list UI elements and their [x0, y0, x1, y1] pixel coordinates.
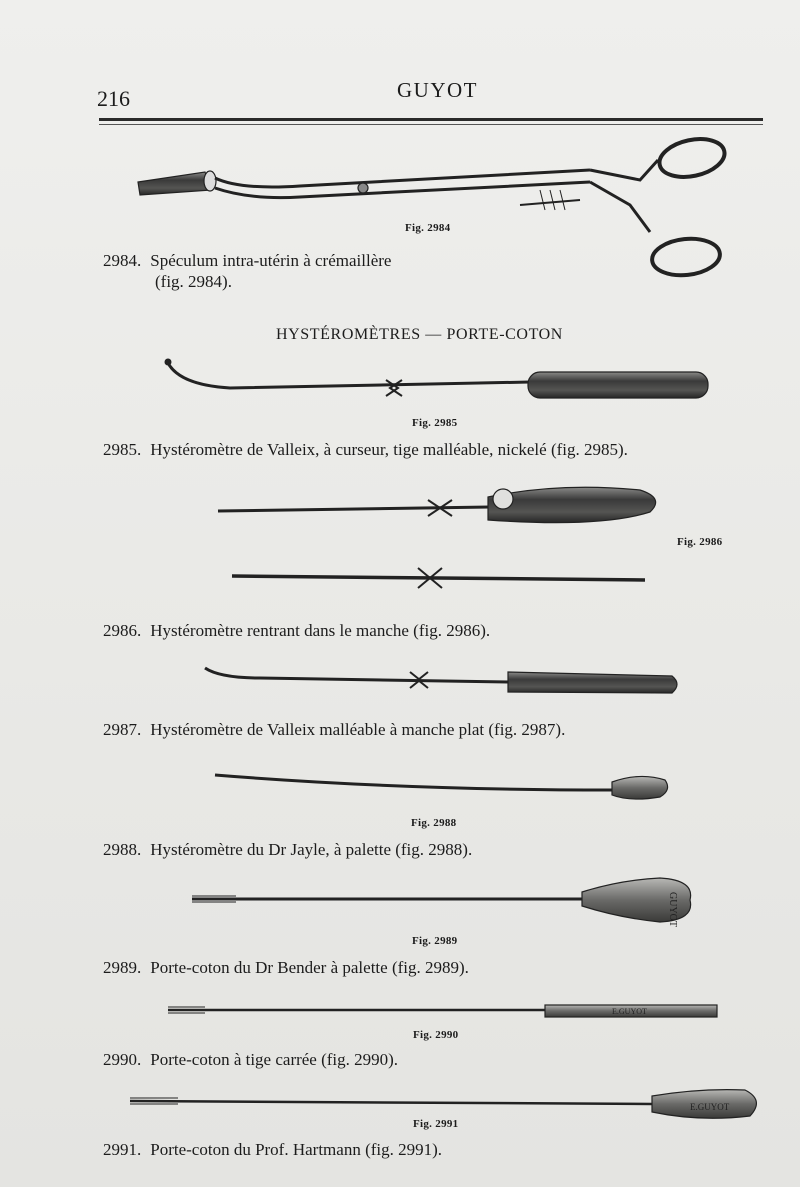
entry-text: Hystéromètre rentrant dans le manche (fig. 2986).: [150, 621, 491, 640]
entry-continuation: (fig. 2984).: [155, 272, 232, 291]
figure-caption: Fig. 2990: [413, 1029, 459, 1041]
hysterometer-valleix-illustration: [165, 359, 708, 398]
marking-eguyot-square: E.GUYOT: [612, 1007, 647, 1016]
catalog-entry: [103, 958, 469, 978]
entry-number: 2991.: [103, 1140, 142, 1159]
catalog-entry: [103, 840, 472, 860]
catalog-entry: [103, 720, 565, 740]
cotton-carrier-bender-illustration: [192, 878, 691, 922]
entry-text: Spéculum intra-utérin à crémaillère: [150, 251, 392, 270]
catalog-entry: [103, 621, 490, 641]
figure-caption: Fig. 2985: [412, 417, 458, 429]
marking-eguyot-hartmann: E.GUYOT: [690, 1102, 730, 1112]
entry-text: Hystéromètre de Valleix, à curseur, tige malléable, nickelé (fig. 2985).: [150, 440, 628, 459]
figure-caption: Fig. 2991: [413, 1118, 459, 1130]
figure-caption: Fig. 2984: [405, 222, 451, 234]
entry-number: 2985.: [103, 440, 142, 459]
figure-caption: Fig. 2986: [677, 536, 723, 548]
entry-text: Porte-coton du Dr Bender à palette (fig. 2989).: [150, 958, 469, 977]
entry-number: 2988.: [103, 840, 142, 859]
page-number: 216: [97, 86, 130, 111]
figure-caption: Fig. 2989: [412, 935, 458, 947]
section-title: HYSTÉROMÈTRES — PORTE-COTON: [276, 326, 563, 343]
entry-number: 2986.: [103, 621, 142, 640]
entry-text: Hystéromètre du Dr Jayle, à palette (fig. 2988).: [150, 840, 473, 859]
marking-guyot-palette: GUYOT: [667, 892, 678, 927]
catalog-entry: [103, 251, 391, 271]
entry-number: 2990.: [103, 1050, 142, 1069]
catalog-entry: [103, 1140, 442, 1160]
entry-text: Porte-coton du Prof. Hartmann (fig. 2991).: [150, 1140, 443, 1159]
catalog-entry: [103, 1050, 398, 1070]
entry-number: 2989.: [103, 958, 142, 977]
catalog-entry: [103, 440, 628, 460]
hysterometer-jayle-illustration: [215, 775, 668, 799]
hysterometer-flat-handle-illustration: [205, 668, 677, 693]
entry-text: Porte-coton à tige carrée (fig. 2990).: [150, 1050, 399, 1069]
cotton-carrier-hartmann-illustration: [130, 1090, 756, 1119]
figure-caption: Fig. 2988: [411, 817, 457, 829]
running-title: GUYOT: [397, 78, 478, 102]
entry-number: 2987.: [103, 720, 142, 739]
entry-number: 2984.: [103, 251, 142, 270]
entry-text: Hystéromètre de Valleix malléable à manche plat (fig. 2987).: [150, 720, 566, 739]
hysterometer-retractable-illustration: [218, 487, 656, 588]
